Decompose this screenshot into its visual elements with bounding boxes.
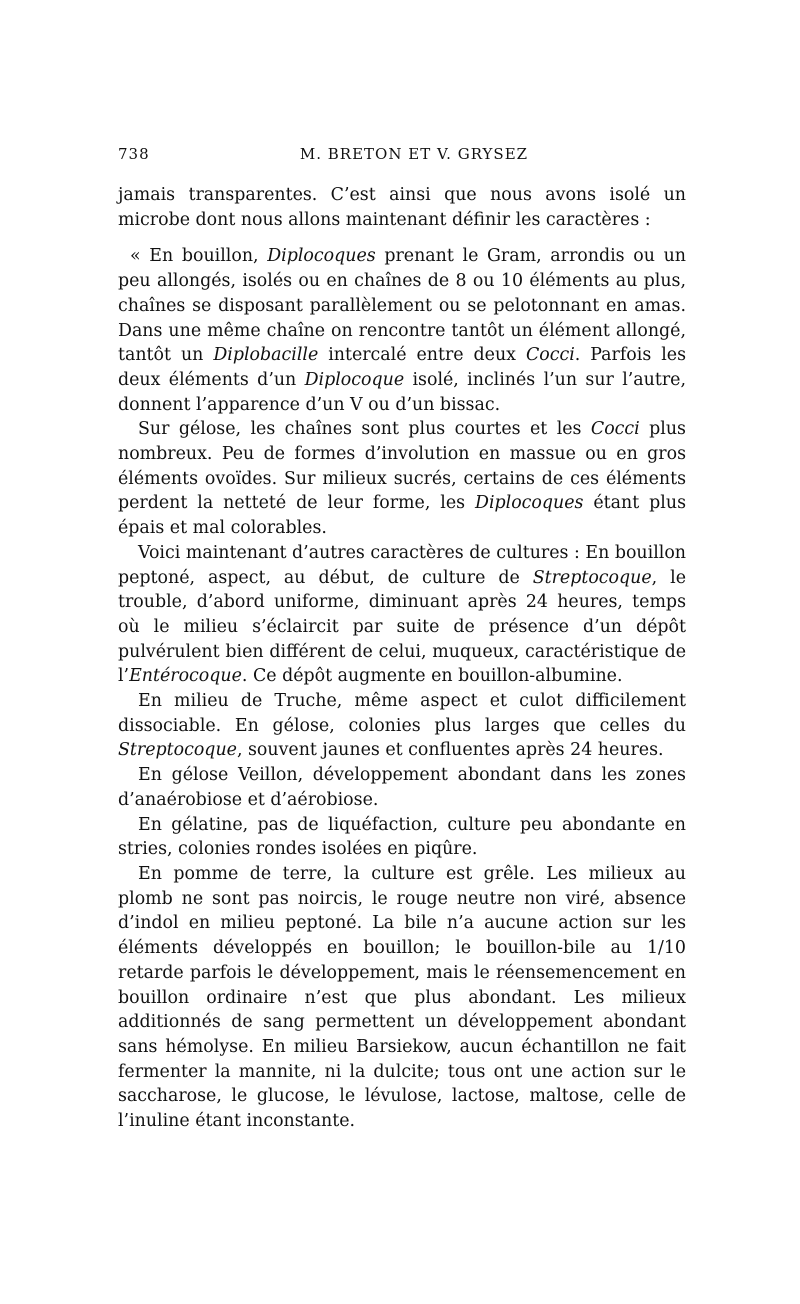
paragraph <box>118 689 686 763</box>
paragraph <box>118 862 686 1134</box>
page-number: 738 <box>118 145 150 163</box>
italic-term: Cocci <box>525 345 575 366</box>
text-run: jamais transparentes. C’est ainsi que nous avons isolé un microbe dont nous allons maintenant définir les caractères : <box>118 185 686 230</box>
book-page <box>118 145 686 1134</box>
text-run: plus nombreux. Peu de formes d’involution en massue ou en gros éléments ovoïdes. Sur milieux sucrés, certains de ces éléments perdent la netteté de leur forme, les <box>118 419 686 514</box>
paragraph <box>118 813 686 862</box>
running-head <box>118 145 686 169</box>
text-run: En pomme de terre, la culture est grêle. Les milieux au plomb ne sont pas noircis, le rouge neutre non viré, absence d’indol en milieu peptoné. La bile n’a aucune action sur les éléments développés en bouillon; le bouillon-bile au 1/10 retarde parfois le développement, mais le réensemencement en bouillon ordinaire n’est que plus abondant. Les milieux additionnés de sang permettent un développement abondant sans hémolyse. En milieu Barsiekow, aucun échantillon ne fait fermenter la mannite, ni la dulcite; tous ont une action sur le saccharose, le glucose, le lévulose, lactose, maltose, celle de l’inuline étant inconstante. <box>118 863 686 1132</box>
body-text <box>118 183 686 1134</box>
text-run: En gélatine, pas de liquéfaction, culture peu abondante en stries, colonies rondes isolées en piqûre. <box>118 814 686 860</box>
paragraph <box>118 541 686 689</box>
italic-term: Diplocoque <box>304 369 405 390</box>
running-title: M. BRETON ET V. GRYSEZ <box>299 145 529 163</box>
text-run: isolé, inclinés l’un sur l’autre, donnent l’apparence d’un V ou d’un bissac. <box>118 369 686 415</box>
paragraph <box>118 417 686 541</box>
text-run: Sur gélose, les chaînes sont plus courtes et les <box>138 419 591 440</box>
italic-term: Cocci <box>590 419 640 440</box>
paragraph <box>118 763 686 812</box>
text-run: Voici maintenant d’autres caractères de cultures : En bouillon peptoné, aspect, au début, de culture de <box>118 542 686 588</box>
text-run: intercalé entre deux <box>318 345 526 366</box>
text-run: . Ce dépôt augmente en bouillon-albumine. <box>241 666 623 687</box>
italic-term: Streptocoque <box>118 740 237 761</box>
text-run: , souvent jaunes et confluentes après 24 heures. <box>236 740 664 761</box>
paragraph <box>118 244 686 417</box>
text-run: étant plus épais et mal colorables. <box>118 493 686 539</box>
text-run: En milieu de Truche, même aspect et culot difficilement dissociable. En gélose, colonies plus larges que celles du <box>118 691 686 736</box>
text-run: « En bouillon, <box>130 246 268 267</box>
text-run: prenant le Gram, arrondis ou un peu allongés, isolés ou en chaînes de 8 ou 10 éléments au plus, chaînes se disposant parallèlement ou se pelotonnant en amas. Dans une même chaîne on rencontre tantôt un élément allongé, tantôt un <box>118 246 686 366</box>
italic-term: Diplobacille <box>213 345 319 366</box>
italic-term: Entérocoque <box>129 666 242 687</box>
italic-term: Diplocoques <box>267 246 376 267</box>
paragraph <box>118 183 686 232</box>
text-run: , le trouble, d’abord uniforme, diminuant après 24 heures, temps où le milieu s’éclaircit par suite de présence d’un dépôt pulvérulent bien différent de celui, muqueux, caractéristique de l’ <box>118 567 686 687</box>
italic-term: Streptocoque <box>532 567 652 588</box>
text-run: En gélose Veillon, développement abondant dans les zones d’anaérobiose et d’aérobiose. <box>118 765 686 810</box>
italic-term: Diplocoques <box>475 493 584 514</box>
text-run: . Parfois les deux éléments d’un <box>118 345 686 390</box>
